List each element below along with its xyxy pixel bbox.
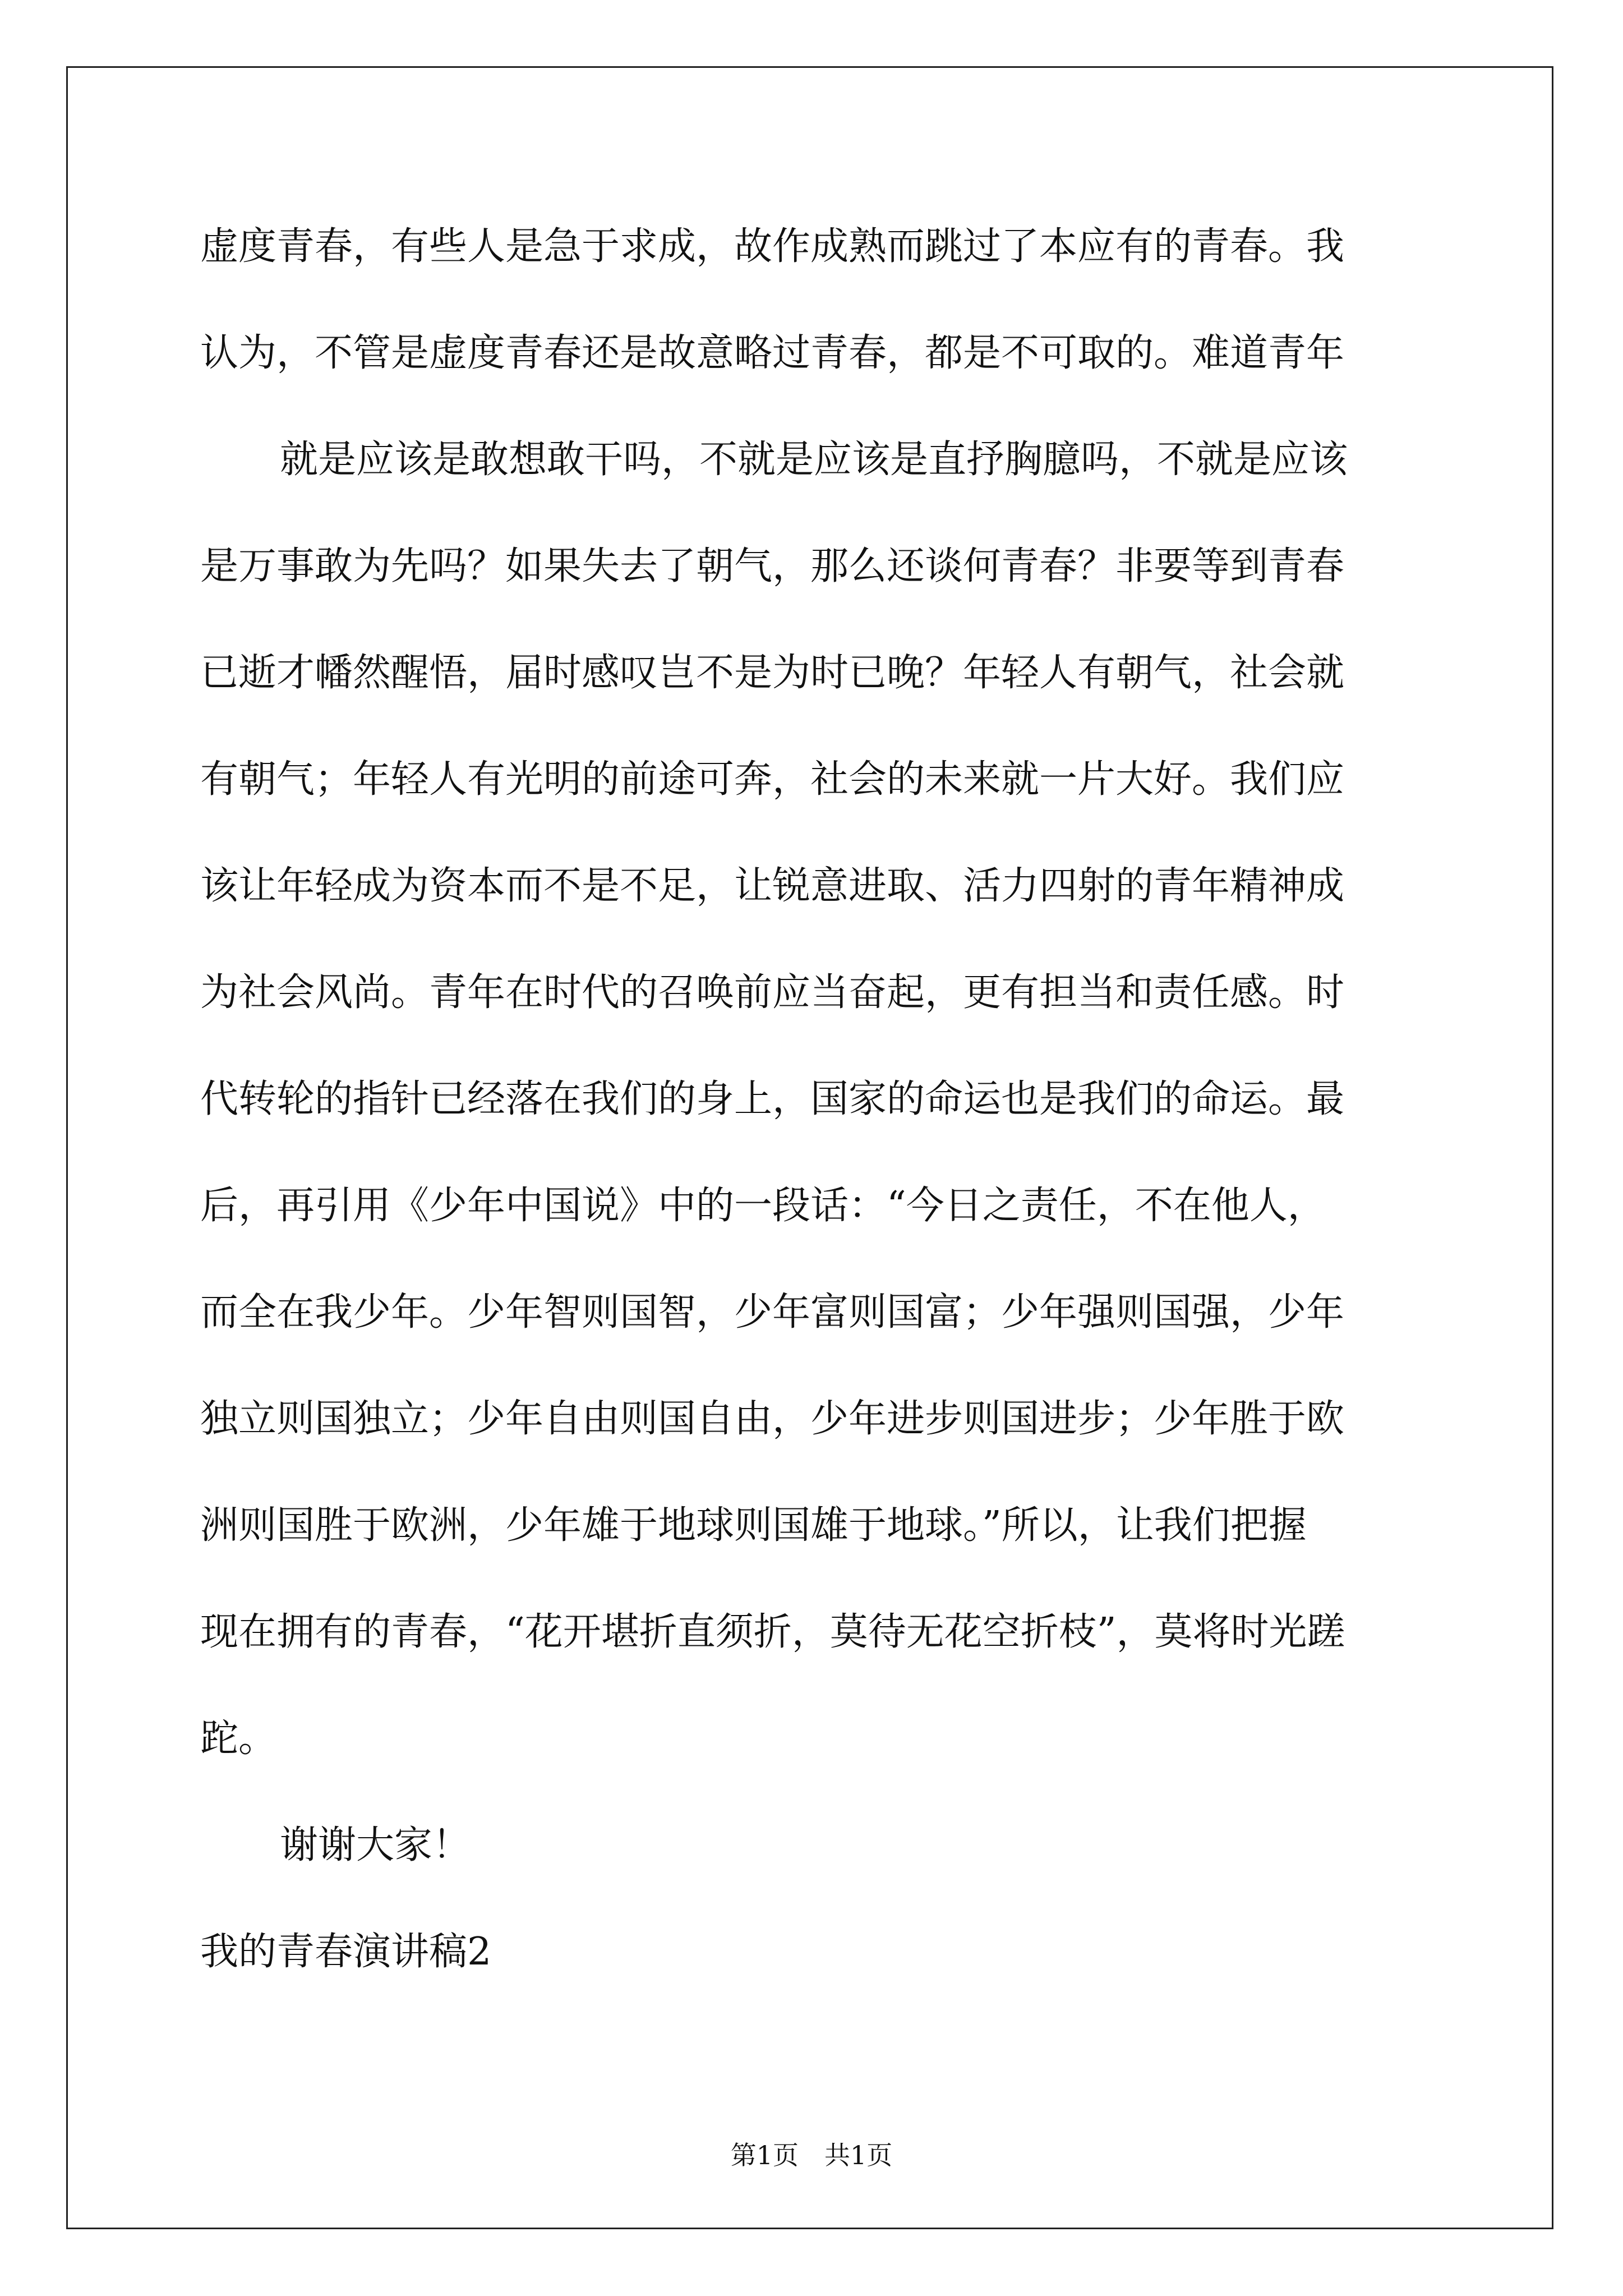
text-line: 跎。 — [200, 1717, 277, 1761]
text-line: 已逝才幡然醒悟，届时感叹岂不是为时已晚？年轻人有朝气，社会就 — [200, 651, 1345, 695]
text-line: 代转轮的指针已经落在我们的身上，国家的命运也是我们的命运。最 — [200, 1077, 1345, 1121]
text-line: 有朝气；年轻人有光明的前途可奔，社会的未来就一片大好。我们应 — [200, 757, 1345, 802]
text-line: 为社会风尚。青年在时代的召唤前应当奋起，更有担当和责任感。时 — [200, 970, 1345, 1015]
text-line: 而全在我少年。少年智则国智，少年富则国富；少年强则国强，少年 — [200, 1290, 1345, 1335]
text-line: 虚度青春，有些人是急于求成，故作成熟而跳过了本应有的青春。我 — [200, 224, 1345, 269]
text-line: 是万事敢为先吗？如果失去了朝气，那么还谈何青春？非要等到青春 — [200, 544, 1345, 588]
page-footer — [0, 2138, 1623, 2172]
text-line: 独立则国独立；少年自由则国自由，少年进步则国进步；少年胜于欧 — [200, 1397, 1345, 1441]
document-body — [200, 194, 1428, 2005]
text-line: 后，再引用《少年中国说》中的一段话：“今日之责任，不在他人， — [200, 1184, 1326, 1228]
paragraph-start-line: 就是应该是敢想敢干吗，不就是应该是直抒胸臆吗，不就是应该 — [280, 438, 1348, 482]
text-line: 现在拥有的青春，“花开堪折直须折，莫待无花空折枝”，莫将时光蹉 — [200, 1610, 1345, 1654]
closing-line: 谢谢大家！ — [280, 1823, 471, 1867]
page-total: 共1页 — [824, 2140, 893, 2170]
text-line: 洲则国胜于欧洲，少年雄于地球则国雄于地球。”所以，让我们把握 — [200, 1503, 1307, 1548]
next-section-heading: 我的青春演讲稿2 — [200, 1930, 492, 1974]
text-line: 认为，不管是虚度青春还是故意略过青春，都是不可取的。难道青年 — [200, 331, 1345, 375]
text-line: 该让年轻成为资本而不是不足，让锐意进取、活力四射的青年精神成 — [200, 864, 1345, 908]
page-number: 第1页 — [730, 2140, 799, 2170]
